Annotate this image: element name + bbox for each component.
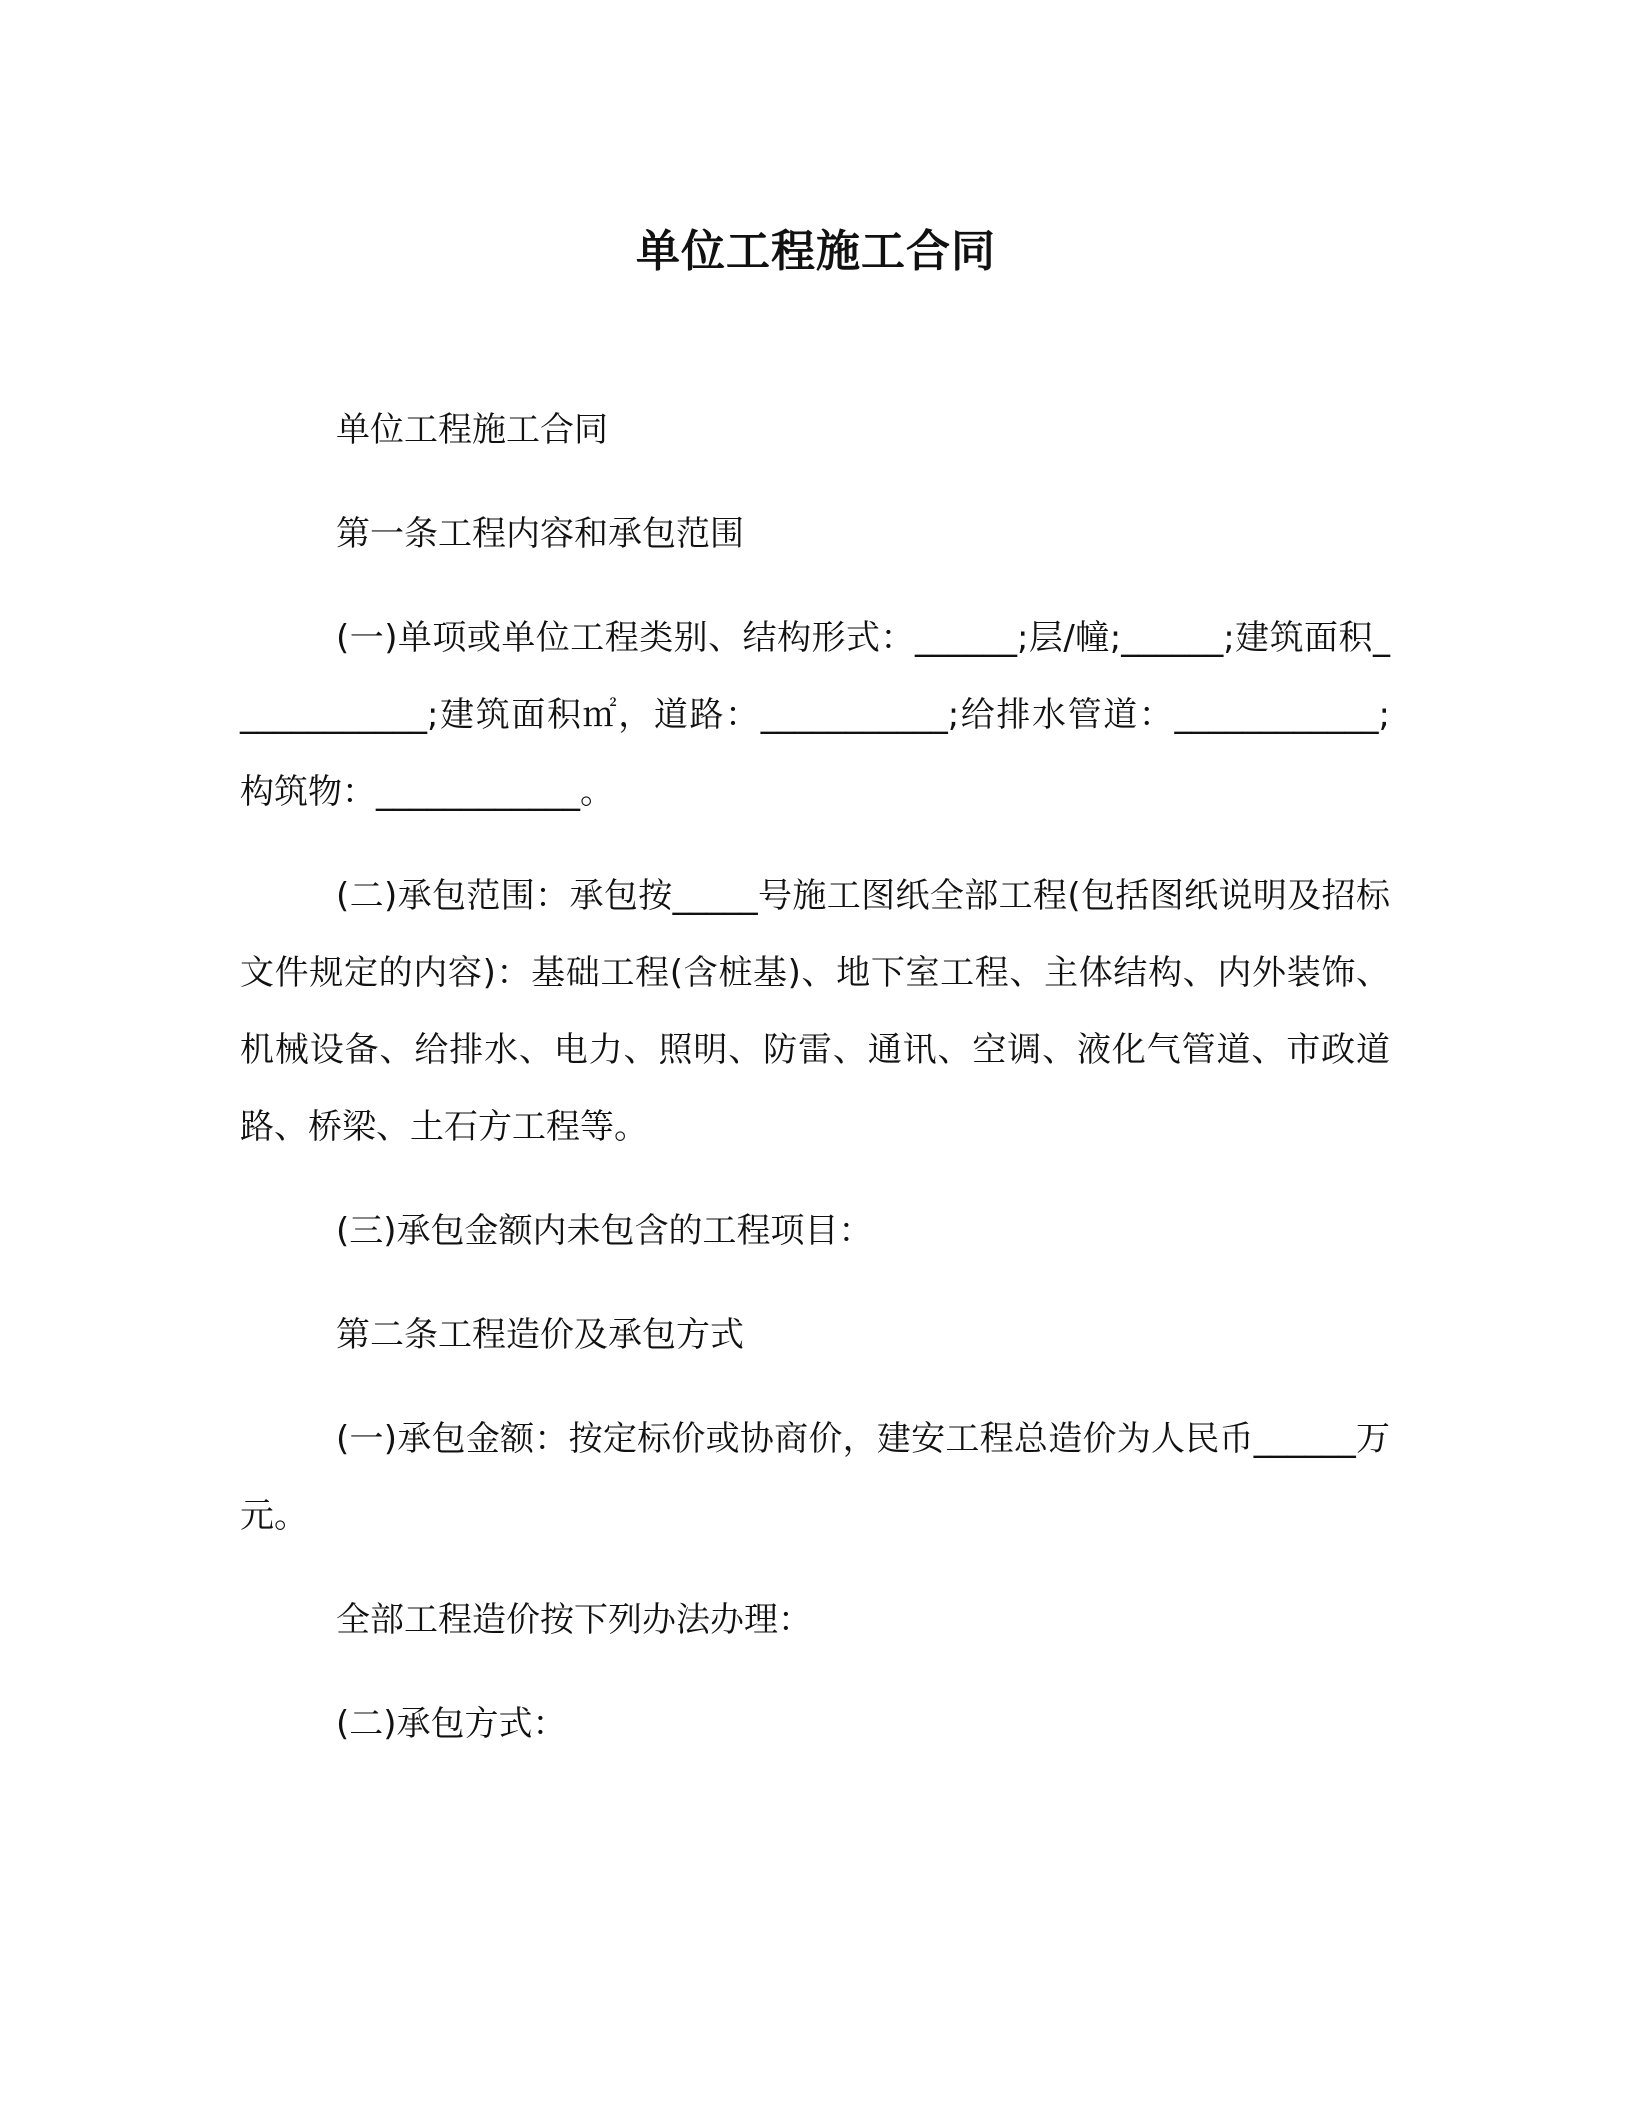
paragraph-contract-scope: (二)承包范围：承包按_____号施工图纸全部工程(包括图纸说明及招标文件规定的内容)：基础工程(含桩基)、地下室工程、主体结构、内外装饰、机械设备、给排水、电力、照明、防雷、通讯、空调、液化气管道、市政道路、桥梁、土石方工程等。 <box>240 876 1390 1147</box>
paragraph-project-type: (一)单项或单位工程类别、结构形式：______;层/幢;______;建筑面积____________;建筑面积㎡，道路：___________;给排水管道：____________;构筑物：____________。 <box>240 618 1390 812</box>
paragraph-contract-mode: (二)承包方式： <box>336 1704 567 1744</box>
paragraph-article-2-title: 第二条工程造价及承包方式 <box>336 1315 744 1355</box>
paragraph-contract-amount: (一)承包金额：按定标价或协商价，建安工程总造价为人民币______万元。 <box>240 1419 1390 1536</box>
paragraph-excluded-items: (三)承包金额内未包含的工程项目： <box>336 1211 873 1251</box>
document-title: 单位工程施工合同 <box>636 226 996 277</box>
paragraph-cost-method: 全部工程造价按下列办法办理： <box>336 1600 812 1640</box>
paragraph-article-1-title: 第一条工程内容和承包范围 <box>336 514 744 554</box>
document-body <box>240 392 1390 1790</box>
paragraph-heading-repeat: 单位工程施工合同 <box>336 410 608 450</box>
